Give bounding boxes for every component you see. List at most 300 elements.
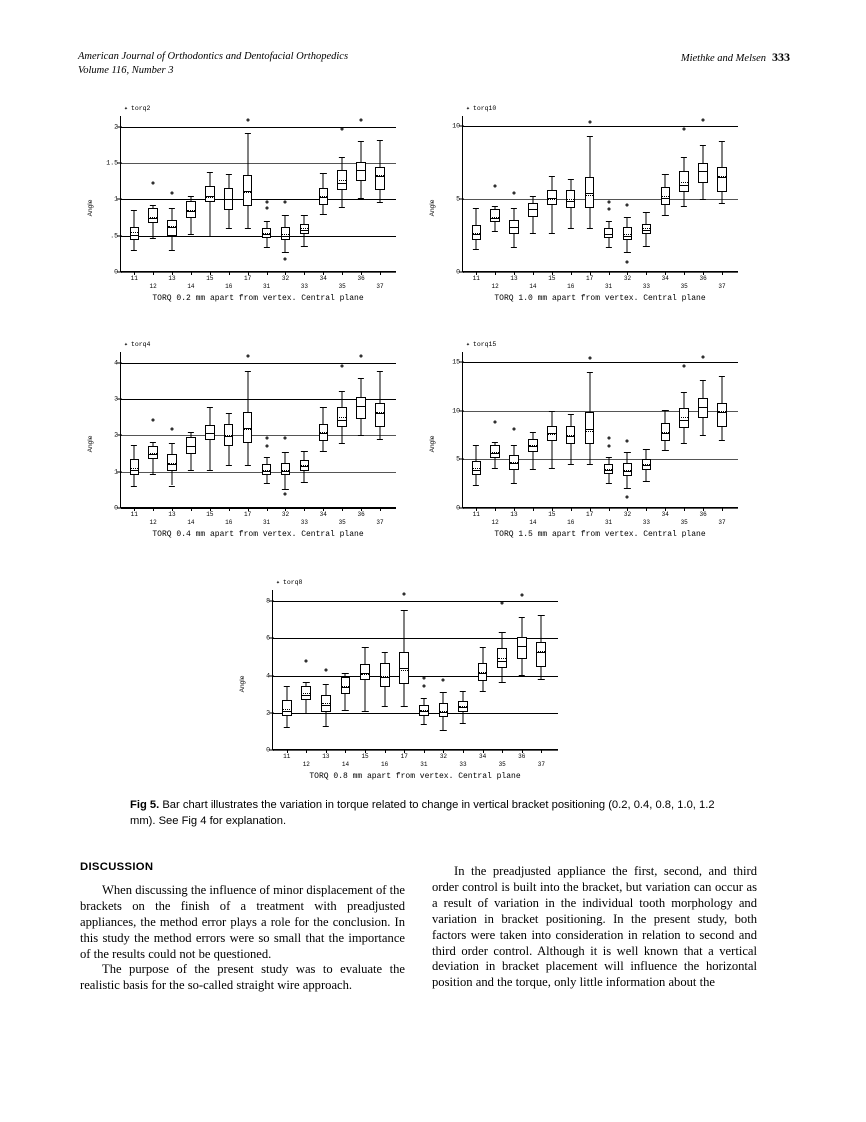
whisker-lower [172,471,173,486]
cap-lower [538,679,544,680]
whisker-lower [443,717,444,730]
cap-lower [662,450,668,451]
mean-line [624,470,631,471]
cap-upper [473,445,479,446]
whisker-upper [646,449,647,460]
median-line [661,198,670,199]
whisker-upper [443,692,444,703]
median-line [623,471,632,472]
diamond-marker-icon: ✦ [276,579,280,586]
box-plot-12 [490,352,499,508]
box-plot-37 [717,116,726,272]
median-line [623,236,632,237]
cap-upper [530,196,536,197]
box-plot-37 [375,352,384,508]
x-axis-tick-mark [345,750,346,753]
cap-lower [530,469,536,470]
x-axis-tick-label: 11 [130,275,138,282]
x-axis-tick-label: 17 [586,275,594,282]
mean-line [322,703,329,704]
x-axis-tick-mark [153,508,154,511]
x-axis-tick-label: 31 [262,519,271,526]
box-plot-31 [604,352,613,508]
x-axis-tick-label: 31 [262,283,271,290]
gridline [121,399,396,400]
y-axis-tick-label: 5 [456,455,460,463]
gridline [121,127,396,128]
cap-lower [301,482,307,483]
mean-line [681,182,688,183]
cap-upper [377,371,383,372]
cap-upper [131,445,137,446]
figure-caption-text: Bar chart illustrates the variation in torque related to change in vertical bracket positioning (0.2, 0.4, 0.8, 1.0, 1.2 mm). See Fig 4 for explanation. [130,799,715,827]
gridline [463,508,738,509]
whisker-lower [423,716,424,724]
cap-upper [283,686,289,687]
mean-line [624,234,631,235]
y-axis-tick-mark [459,361,464,362]
box-plot-13 [167,352,176,508]
box-plot-12 [490,116,499,272]
gridline [463,459,738,460]
whisker-lower [361,419,362,435]
whisker-lower [379,427,380,439]
cap-lower [700,435,706,436]
box-plot-33 [642,352,651,508]
interquartile-box [536,642,546,667]
interquartile-box [717,167,726,192]
whisker-upper [514,208,515,220]
cap-lower [150,238,156,239]
box-plot-34 [319,116,328,272]
gridline [463,411,738,412]
interquartile-box [698,398,707,418]
whisker-lower [153,459,154,474]
x-axis-tick-label: 13 [168,511,176,518]
chart-title-torq2 [124,104,150,112]
whisker-lower [323,441,324,451]
gridline [121,435,396,436]
cap-lower [643,481,649,482]
gridline [463,199,738,200]
mean-line [401,670,408,671]
cap-lower [719,440,725,441]
whisker-upper [589,136,590,177]
x-axis-tick-label: 13 [510,275,518,282]
whisker-lower [379,190,380,202]
whisker-lower [608,238,609,247]
box-plot-11 [130,352,139,508]
mean-line [244,429,251,430]
y-axis-tick-mark [117,362,122,363]
whisker-upper [209,407,210,424]
whisker-lower [514,470,515,483]
x-axis-tick-label: 13 [322,753,330,760]
median-line [300,230,309,231]
cap-upper [226,174,232,175]
median-line [262,471,271,472]
box-plot-36 [356,116,365,272]
x-axis-tick-label: 36 [357,275,365,282]
x-axis-tick-label: 31 [420,761,428,768]
whisker-upper [404,610,405,653]
chart-panel-torq15 [428,340,740,548]
box-plot-35 [679,352,688,508]
x-axis-tick-mark [191,272,192,275]
mean-line [320,432,327,433]
whisker-lower [627,240,628,252]
whisker-upper [684,157,685,172]
x-axis-tick-label: 35 [338,283,346,290]
box-plot-12 [301,590,311,750]
x-axis-tick-label: 33 [642,283,650,290]
cap-upper [377,140,383,141]
x-axis-tick-label: 36 [357,511,365,518]
diamond-marker-icon: ✦ [124,105,128,112]
y-axis-tick-mark [117,199,122,200]
cap-lower [568,228,574,229]
cap-upper [681,392,687,393]
mean-line [131,468,138,469]
median-line [497,661,507,662]
x-axis-tick-mark [229,508,230,511]
interquartile-box [356,397,365,419]
box-plot-16 [224,116,233,272]
median-line [472,470,481,471]
plot-top-frame [121,116,396,117]
y-axis-tick-mark [269,638,274,639]
cap-lower [719,203,725,204]
median-line [130,235,139,236]
y-axis-tick-label: 15 [452,358,460,366]
cap-lower [339,207,345,208]
mean-line [548,434,555,435]
interquartile-box [698,163,707,183]
cap-lower [605,483,611,484]
cap-lower [263,483,269,484]
cap-lower [460,723,466,724]
x-axis-tick-label: 12 [149,519,157,526]
whisker-upper [361,378,362,397]
cap-upper [549,411,555,412]
x-axis-tick-label: 33 [300,519,308,526]
whisker-lower [646,470,647,481]
plot-area [266,590,558,768]
y-axis-tick-label: 10 [452,122,460,130]
whisker-upper [266,221,267,228]
whisker-lower [345,694,346,710]
cap-lower [473,249,479,250]
cap-upper [303,682,309,683]
whisker-upper [665,174,666,187]
volume-issue: Volume 116, Number 3 [78,65,174,76]
y-axis-label: Angle [238,675,246,693]
y-axis-tick-label: 10 [452,407,460,414]
box-plot-13 [509,352,518,508]
y-axis-tick-label: .5 [110,232,118,240]
y-axis-tick-mark [117,399,122,400]
x-axis-tick-label: 35 [498,761,506,768]
median-line [282,711,292,712]
cap-lower [263,247,269,248]
whisker-lower [502,668,503,682]
gridline [273,676,558,677]
median-line [337,420,346,421]
box-plot-35 [337,116,346,272]
y-axis-tick-label: 5 [456,195,460,203]
y-axis-label: Angle [428,435,436,453]
whisker-lower [134,240,135,250]
y-axis-tick-label: 0 [114,268,118,276]
gridline [121,363,396,364]
mean-line [643,464,650,465]
cap-upper [511,208,517,209]
median-line [148,218,157,219]
cap-upper [662,174,668,175]
cap-upper [605,457,611,458]
x-axis-caption-torq10: TORQ 1.0 mm apart from vertex. Central plane [494,294,706,303]
mean-line [492,452,499,453]
whisker-upper [304,215,305,224]
chart-title-text: torq10 [472,105,497,112]
interquartile-box [375,167,384,190]
whisker-lower [495,458,496,468]
x-axis-tick-label: 14 [187,283,195,290]
whisker-lower [228,210,229,229]
x-axis-tick-mark [495,508,496,511]
whisker-upper [476,445,477,462]
cap-upper [207,172,213,173]
box-plot-36 [517,590,527,750]
whisker-lower [172,236,173,250]
cap-lower [473,485,479,486]
interquartile-box [148,208,157,223]
chart-panel-torq8 [238,578,560,790]
x-axis-tick-label: 12 [149,283,157,290]
mean-line [518,646,525,647]
mean-line [567,435,574,436]
whisker-upper [541,615,542,642]
whisker-upper [514,445,515,456]
whisker-upper [134,445,135,460]
box-plot-37 [375,116,384,272]
whisker-lower [342,190,343,207]
mean-line [225,435,232,436]
chart-title-text: torq8 [282,579,303,586]
whisker-upper [703,380,704,398]
x-axis-tick-label: 34 [661,511,669,518]
cap-upper [605,221,611,222]
cap-lower [587,464,593,465]
whisker-lower [325,712,326,726]
y-axis-tick-label: 2 [266,709,270,717]
whisker-lower [570,208,571,228]
mean-line [357,170,364,171]
box-plot-11 [472,116,481,272]
box-plot-15 [205,116,214,272]
x-axis-tick-label: 15 [548,511,556,518]
x-axis-tick-mark [153,272,154,275]
cap-upper [301,215,307,216]
median-line [490,453,499,454]
y-axis-tick-mark [117,126,122,127]
chart-title-torq4 [124,340,150,348]
cap-upper [320,407,326,408]
mean-line [586,431,593,432]
x-axis-tick-label: 12 [491,519,499,526]
cap-lower [377,202,383,203]
whisker-lower [285,240,286,252]
x-axis-tick-label: 16 [225,283,233,290]
median-line [566,436,575,437]
gridline [273,750,558,751]
box-plot-33 [458,590,468,750]
cap-upper [169,443,175,444]
median-line [321,705,331,706]
x-axis-tick-label: 11 [472,511,480,518]
box-plot-37 [717,352,726,508]
box-plot-15 [205,352,214,508]
x-axis-tick-mark [722,272,723,275]
y-axis-tick-mark [117,235,122,236]
cap-lower [188,234,194,235]
whisker-upper [665,410,666,424]
x-axis-tick-mark [609,272,610,275]
x-axis-tick-label: 16 [567,283,575,290]
mean-line [339,417,346,418]
x-axis-tick-mark [342,508,343,511]
cap-upper [511,445,517,446]
y-axis-tick-mark [269,675,274,676]
cap-upper [492,442,498,443]
x-axis-tick-label: 36 [518,753,526,760]
whisker-lower [521,659,522,675]
whisker-upper [608,457,609,464]
whisker-upper [286,686,287,700]
whisker-lower [365,680,366,711]
mean-line [283,709,290,710]
whisker-upper [521,617,522,637]
box-plot-15 [547,116,556,272]
y-axis-tick-mark [459,199,464,200]
x-axis-tick-label: 12 [491,283,499,290]
whisker-lower [665,441,666,451]
diamond-marker-icon: ✦ [124,341,128,348]
x-axis-tick-label: 14 [529,283,537,290]
cap-lower [358,435,364,436]
median-line [717,177,726,178]
cap-lower [362,711,368,712]
chart-title-torq10 [466,104,496,112]
box-plot-15 [547,352,556,508]
x-axis-tick-label: 14 [341,761,350,768]
cap-upper [263,457,269,458]
mean-line [206,433,213,434]
interquartile-box [375,403,384,428]
cap-upper [549,176,555,177]
whisker-lower [476,475,477,485]
x-axis-tick-label: 34 [661,275,669,282]
whisker-upper [247,133,248,176]
discussion-right-column [432,864,757,991]
whisker-upper [463,691,464,700]
author-names: Miethke and Melsen [680,53,766,64]
interquartile-box [130,227,139,240]
interquartile-box [356,162,365,182]
y-axis-tick-label: 0 [266,746,270,754]
x-axis-tick-label: 15 [548,275,556,282]
whisker-upper [532,432,533,439]
figure-caption [130,798,742,829]
cap-lower [169,250,175,251]
cap-upper [150,442,156,443]
median-line [130,470,139,471]
mean-line [168,226,175,227]
cap-lower [207,470,213,471]
cap-upper [700,380,706,381]
median-line [375,413,384,414]
cap-lower [301,246,307,247]
whisker-upper [209,172,210,187]
mean-line [303,693,310,694]
mean-line [510,227,517,228]
median-line [281,471,290,472]
x-axis-tick-label: 17 [586,511,594,518]
cap-lower [549,468,555,469]
whisker-upper [323,407,324,424]
x-axis-tick-label: 35 [680,283,688,290]
cap-lower [226,228,232,229]
plot-area [452,352,738,526]
whisker-upper [379,140,380,167]
x-axis-tick-mark [541,750,542,753]
cap-lower [320,451,326,452]
whisker-lower [306,700,307,713]
whisker-upper [228,174,229,188]
mean-line [342,686,349,687]
x-axis-tick-label: 11 [283,753,291,760]
cap-lower [358,198,364,199]
x-axis-tick-mark [463,750,464,753]
chart-title-text: torq15 [472,341,497,348]
x-axis-tick-label: 16 [381,761,389,768]
box-plot-32 [281,352,290,508]
cap-lower [282,252,288,253]
box-plot-16 [380,590,390,750]
median-line [717,412,726,413]
y-axis-tick-label: 3 [114,395,118,403]
chart-title-text: torq2 [130,105,151,112]
whisker-lower [551,441,552,468]
chart-title-text: torq4 [130,341,151,348]
x-axis-tick-label: 14 [529,519,537,526]
mean-line [206,197,213,198]
y-axis-tick-label: 1 [114,468,118,476]
y-axis-tick-label: 8 [266,597,270,605]
cap-upper [339,391,345,392]
paragraph: When discussing the influence of minor displacement of the brackets on the finish of a treatment with preadjusted appliances, the method error plays a role for the conclusion. In this study the method errors were so small that the importance of the results could not be questioned. [80,882,405,961]
whisker-lower [134,475,135,487]
mean-line [301,228,308,229]
x-axis-tick-mark [646,272,647,275]
whisker-lower [532,452,533,469]
cap-upper [538,615,544,616]
mean-line [131,232,138,233]
box-plot-14 [186,116,195,272]
cap-upper [245,133,251,134]
cap-upper [263,221,269,222]
whisker-upper [627,217,628,227]
